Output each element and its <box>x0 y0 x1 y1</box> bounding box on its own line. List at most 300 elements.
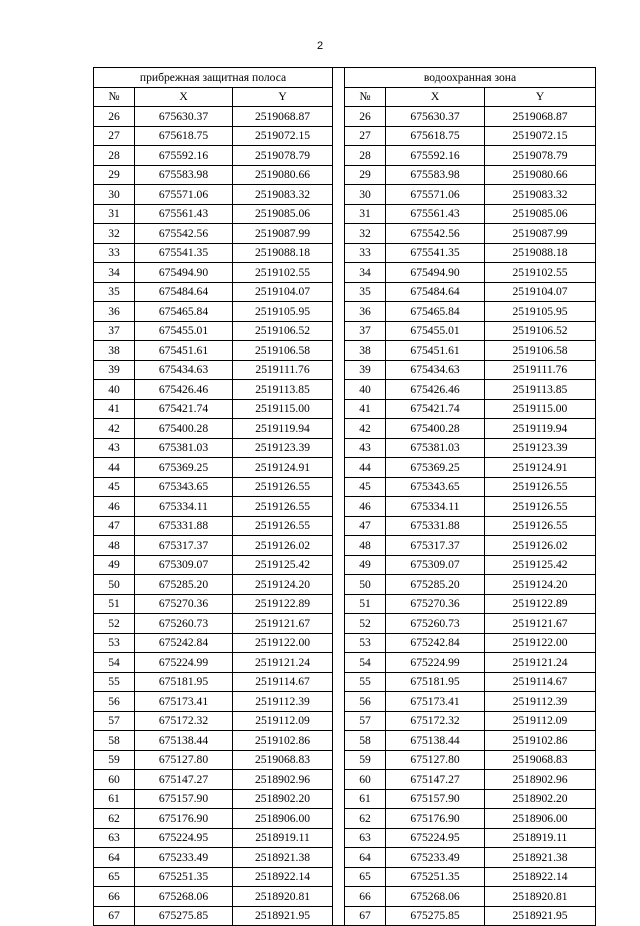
right-cell-y: 2519080.66 <box>485 165 596 185</box>
left-cell-number: 51 <box>94 594 135 614</box>
left-cell-x: 675343.65 <box>135 477 233 497</box>
right-cell-number: 59 <box>345 750 386 770</box>
right-cell-y: 2519078.79 <box>485 146 596 166</box>
right-cell-x: 675484.64 <box>386 282 485 302</box>
right-cell-number: 42 <box>345 419 386 439</box>
left-cell-y: 2519106.58 <box>233 341 333 361</box>
table-row <box>94 555 596 575</box>
right-header-x: X <box>386 87 485 107</box>
left-cell-x: 675426.46 <box>135 380 233 400</box>
table-row <box>94 731 596 751</box>
left-cell-x: 675176.90 <box>135 809 233 829</box>
right-cell-x: 675400.28 <box>386 419 485 439</box>
right-cell-number: 45 <box>345 477 386 497</box>
right-cell-number: 32 <box>345 224 386 244</box>
left-cell-y: 2519123.39 <box>233 438 333 458</box>
left-cell-x: 675381.03 <box>135 438 233 458</box>
right-table-title: водоохранная зона <box>345 68 596 88</box>
right-cell-number: 39 <box>345 360 386 380</box>
right-cell-y: 2519087.99 <box>485 224 596 244</box>
left-cell-x: 675331.88 <box>135 516 233 536</box>
left-cell-number: 42 <box>94 419 135 439</box>
table-row <box>94 458 596 478</box>
column-gap <box>333 731 345 751</box>
column-gap <box>333 497 345 517</box>
left-cell-y: 2518920.81 <box>233 887 333 907</box>
right-cell-y: 2519126.55 <box>485 497 596 517</box>
right-cell-y: 2519068.87 <box>485 107 596 127</box>
left-cell-y: 2519126.55 <box>233 497 333 517</box>
table-row <box>94 848 596 868</box>
left-cell-x: 675260.73 <box>135 614 233 634</box>
left-cell-y: 2519083.32 <box>233 185 333 205</box>
right-cell-number: 57 <box>345 711 386 731</box>
column-gap <box>333 828 345 848</box>
table-row <box>94 575 596 595</box>
column-gap <box>333 321 345 341</box>
right-cell-number: 37 <box>345 321 386 341</box>
column-gap <box>333 458 345 478</box>
left-cell-number: 62 <box>94 809 135 829</box>
left-cell-y: 2519125.42 <box>233 555 333 575</box>
right-cell-number: 64 <box>345 848 386 868</box>
right-cell-x: 675451.61 <box>386 341 485 361</box>
left-cell-y: 2519104.07 <box>233 282 333 302</box>
left-cell-y: 2519119.94 <box>233 419 333 439</box>
right-cell-number: 58 <box>345 731 386 751</box>
column-gap <box>333 672 345 692</box>
right-cell-x: 675173.41 <box>386 692 485 712</box>
right-cell-y: 2519083.32 <box>485 185 596 205</box>
left-cell-y: 2519088.18 <box>233 243 333 263</box>
right-cell-number: 51 <box>345 594 386 614</box>
table-row <box>94 828 596 848</box>
left-cell-y: 2519126.55 <box>233 477 333 497</box>
table-row <box>94 165 596 185</box>
left-cell-x: 675451.61 <box>135 341 233 361</box>
left-cell-x: 675251.35 <box>135 867 233 887</box>
right-cell-number: 30 <box>345 185 386 205</box>
table-row <box>94 380 596 400</box>
column-gap <box>333 224 345 244</box>
left-cell-y: 2519124.20 <box>233 575 333 595</box>
right-cell-y: 2519111.76 <box>485 360 596 380</box>
left-cell-number: 27 <box>94 126 135 146</box>
left-cell-number: 52 <box>94 614 135 634</box>
right-cell-x: 675542.56 <box>386 224 485 244</box>
right-cell-x: 675224.95 <box>386 828 485 848</box>
right-cell-x: 675285.20 <box>386 575 485 595</box>
left-cell-y: 2519122.89 <box>233 594 333 614</box>
right-cell-y: 2518902.20 <box>485 789 596 809</box>
right-cell-x: 675334.11 <box>386 497 485 517</box>
left-cell-number: 38 <box>94 341 135 361</box>
table-row <box>94 204 596 224</box>
left-cell-number: 26 <box>94 107 135 127</box>
table-row <box>94 653 596 673</box>
left-cell-y: 2519105.95 <box>233 302 333 322</box>
right-cell-number: 43 <box>345 438 386 458</box>
right-cell-y: 2518921.95 <box>485 906 596 926</box>
column-gap <box>333 750 345 770</box>
right-cell-x: 675242.84 <box>386 633 485 653</box>
right-cell-number: 27 <box>345 126 386 146</box>
page-number: 2 <box>316 40 324 52</box>
right-cell-number: 38 <box>345 341 386 361</box>
column-gap <box>333 633 345 653</box>
right-cell-number: 26 <box>345 107 386 127</box>
right-cell-number: 47 <box>345 516 386 536</box>
left-cell-number: 54 <box>94 653 135 673</box>
left-cell-y: 2519113.85 <box>233 380 333 400</box>
table-row <box>94 302 596 322</box>
left-cell-x: 675309.07 <box>135 555 233 575</box>
left-cell-number: 34 <box>94 263 135 283</box>
left-cell-number: 43 <box>94 438 135 458</box>
right-cell-x: 675157.90 <box>386 789 485 809</box>
right-cell-number: 31 <box>345 204 386 224</box>
left-cell-x: 675592.16 <box>135 146 233 166</box>
left-cell-number: 28 <box>94 146 135 166</box>
right-cell-x: 675233.49 <box>386 848 485 868</box>
left-cell-x: 675583.98 <box>135 165 233 185</box>
left-cell-x: 675465.84 <box>135 302 233 322</box>
column-gap <box>333 68 345 88</box>
right-cell-x: 675465.84 <box>386 302 485 322</box>
column-gap <box>333 243 345 263</box>
right-cell-x: 675147.27 <box>386 770 485 790</box>
right-cell-y: 2519122.00 <box>485 633 596 653</box>
right-cell-y: 2519102.86 <box>485 731 596 751</box>
right-cell-x: 675343.65 <box>386 477 485 497</box>
left-cell-x: 675369.25 <box>135 458 233 478</box>
column-gap <box>333 555 345 575</box>
left-cell-x: 675181.95 <box>135 672 233 692</box>
table-row <box>94 126 596 146</box>
column-gap <box>333 282 345 302</box>
column-gap <box>333 341 345 361</box>
right-cell-y: 2518919.11 <box>485 828 596 848</box>
right-cell-x: 675138.44 <box>386 731 485 751</box>
left-cell-x: 675434.63 <box>135 360 233 380</box>
right-cell-number: 36 <box>345 302 386 322</box>
right-cell-y: 2519126.02 <box>485 536 596 556</box>
left-cell-x: 675157.90 <box>135 789 233 809</box>
left-cell-number: 56 <box>94 692 135 712</box>
right-cell-y: 2518921.38 <box>485 848 596 868</box>
column-gap <box>333 87 345 107</box>
column-gap <box>333 614 345 634</box>
left-cell-x: 675334.11 <box>135 497 233 517</box>
column-gap <box>333 692 345 712</box>
column-gap <box>333 204 345 224</box>
left-cell-y: 2519068.87 <box>233 107 333 127</box>
right-cell-x: 675224.99 <box>386 653 485 673</box>
left-cell-number: 36 <box>94 302 135 322</box>
left-cell-y: 2519102.55 <box>233 263 333 283</box>
right-cell-x: 675317.37 <box>386 536 485 556</box>
left-cell-y: 2519078.79 <box>233 146 333 166</box>
table-row <box>94 185 596 205</box>
left-cell-y: 2518919.11 <box>233 828 333 848</box>
right-cell-x: 675369.25 <box>386 458 485 478</box>
left-cell-y: 2518902.96 <box>233 770 333 790</box>
left-cell-y: 2519112.39 <box>233 692 333 712</box>
right-cell-y: 2519068.83 <box>485 750 596 770</box>
left-cell-number: 55 <box>94 672 135 692</box>
column-gap <box>333 438 345 458</box>
left-cell-y: 2519085.06 <box>233 204 333 224</box>
column-gap <box>333 302 345 322</box>
left-cell-x: 675571.06 <box>135 185 233 205</box>
column-gap <box>333 165 345 185</box>
left-cell-x: 675630.37 <box>135 107 233 127</box>
left-cell-y: 2519087.99 <box>233 224 333 244</box>
left-cell-number: 46 <box>94 497 135 517</box>
table-row <box>94 516 596 536</box>
left-cell-number: 64 <box>94 848 135 868</box>
left-cell-y: 2519068.83 <box>233 750 333 770</box>
left-cell-y: 2519115.00 <box>233 399 333 419</box>
right-cell-y: 2519119.94 <box>485 419 596 439</box>
left-cell-y: 2519126.02 <box>233 536 333 556</box>
left-cell-x: 675317.37 <box>135 536 233 556</box>
left-cell-number: 40 <box>94 380 135 400</box>
right-cell-number: 50 <box>345 575 386 595</box>
column-gap <box>333 848 345 868</box>
left-cell-number: 57 <box>94 711 135 731</box>
right-cell-x: 675434.63 <box>386 360 485 380</box>
column-gap <box>333 867 345 887</box>
right-cell-x: 675455.01 <box>386 321 485 341</box>
left-cell-y: 2518906.00 <box>233 809 333 829</box>
right-cell-number: 46 <box>345 497 386 517</box>
column-gap <box>333 536 345 556</box>
left-header-number: № <box>94 87 135 107</box>
left-cell-number: 63 <box>94 828 135 848</box>
left-cell-number: 49 <box>94 555 135 575</box>
column-gap <box>333 594 345 614</box>
table-row <box>94 321 596 341</box>
table-row <box>94 692 596 712</box>
right-cell-number: 34 <box>345 263 386 283</box>
left-cell-number: 29 <box>94 165 135 185</box>
right-cell-y: 2518920.81 <box>485 887 596 907</box>
right-cell-y: 2519085.06 <box>485 204 596 224</box>
right-cell-y: 2519106.58 <box>485 341 596 361</box>
left-cell-number: 45 <box>94 477 135 497</box>
left-cell-number: 33 <box>94 243 135 263</box>
right-cell-y: 2519112.39 <box>485 692 596 712</box>
right-cell-x: 675268.06 <box>386 887 485 907</box>
column-gap <box>333 263 345 283</box>
right-cell-x: 675181.95 <box>386 672 485 692</box>
table-row <box>94 750 596 770</box>
right-cell-x: 675630.37 <box>386 107 485 127</box>
column-gap <box>333 770 345 790</box>
right-cell-number: 60 <box>345 770 386 790</box>
left-header-y: Y <box>233 87 333 107</box>
right-cell-number: 56 <box>345 692 386 712</box>
right-cell-y: 2519124.20 <box>485 575 596 595</box>
table-row <box>94 419 596 439</box>
right-cell-y: 2519088.18 <box>485 243 596 263</box>
right-cell-x: 675309.07 <box>386 555 485 575</box>
table-row <box>94 672 596 692</box>
column-gap <box>333 419 345 439</box>
column-gap <box>333 107 345 127</box>
right-cell-y: 2518922.14 <box>485 867 596 887</box>
right-cell-number: 62 <box>345 809 386 829</box>
left-cell-y: 2519106.52 <box>233 321 333 341</box>
right-cell-number: 41 <box>345 399 386 419</box>
right-cell-x: 675426.46 <box>386 380 485 400</box>
left-cell-x: 675147.27 <box>135 770 233 790</box>
left-header-x: X <box>135 87 233 107</box>
left-cell-y: 2519080.66 <box>233 165 333 185</box>
table-row <box>94 633 596 653</box>
right-cell-y: 2519102.55 <box>485 263 596 283</box>
right-cell-number: 29 <box>345 165 386 185</box>
right-cell-y: 2519114.67 <box>485 672 596 692</box>
right-cell-number: 66 <box>345 887 386 907</box>
left-cell-y: 2519121.67 <box>233 614 333 634</box>
left-cell-number: 58 <box>94 731 135 751</box>
left-cell-x: 675484.64 <box>135 282 233 302</box>
left-cell-x: 675275.85 <box>135 906 233 926</box>
table-row <box>94 711 596 731</box>
left-cell-x: 675494.90 <box>135 263 233 283</box>
left-cell-number: 39 <box>94 360 135 380</box>
table-row <box>94 906 596 926</box>
table-row <box>94 341 596 361</box>
right-cell-number: 52 <box>345 614 386 634</box>
left-cell-x: 675542.56 <box>135 224 233 244</box>
left-cell-number: 60 <box>94 770 135 790</box>
left-cell-y: 2519102.86 <box>233 731 333 751</box>
right-cell-y: 2519121.24 <box>485 653 596 673</box>
left-cell-x: 675541.35 <box>135 243 233 263</box>
right-cell-y: 2519123.39 <box>485 438 596 458</box>
table-row <box>94 536 596 556</box>
right-cell-x: 675270.36 <box>386 594 485 614</box>
left-cell-y: 2519112.09 <box>233 711 333 731</box>
left-cell-x: 675233.49 <box>135 848 233 868</box>
right-cell-y: 2519122.89 <box>485 594 596 614</box>
table-row <box>94 789 596 809</box>
table-row <box>94 282 596 302</box>
right-cell-x: 675561.43 <box>386 204 485 224</box>
table-row <box>94 360 596 380</box>
left-cell-number: 50 <box>94 575 135 595</box>
right-cell-x: 675127.80 <box>386 750 485 770</box>
left-cell-x: 675455.01 <box>135 321 233 341</box>
header-row <box>94 87 596 107</box>
right-cell-x: 675618.75 <box>386 126 485 146</box>
left-cell-number: 41 <box>94 399 135 419</box>
left-cell-x: 675127.80 <box>135 750 233 770</box>
table-row <box>94 243 596 263</box>
right-cell-y: 2519115.00 <box>485 399 596 419</box>
right-cell-number: 61 <box>345 789 386 809</box>
table-row <box>94 146 596 166</box>
left-cell-y: 2519114.67 <box>233 672 333 692</box>
right-cell-number: 55 <box>345 672 386 692</box>
column-gap <box>333 146 345 166</box>
left-cell-x: 675618.75 <box>135 126 233 146</box>
right-cell-number: 65 <box>345 867 386 887</box>
right-cell-number: 33 <box>345 243 386 263</box>
right-cell-y: 2518906.00 <box>485 809 596 829</box>
column-gap <box>333 185 345 205</box>
coordinates-table <box>93 67 596 926</box>
left-cell-number: 66 <box>94 887 135 907</box>
right-cell-y: 2519124.91 <box>485 458 596 478</box>
right-cell-y: 2518902.96 <box>485 770 596 790</box>
left-cell-number: 44 <box>94 458 135 478</box>
left-cell-number: 35 <box>94 282 135 302</box>
right-cell-y: 2519112.09 <box>485 711 596 731</box>
right-cell-number: 49 <box>345 555 386 575</box>
column-gap <box>333 477 345 497</box>
left-cell-y: 2519126.55 <box>233 516 333 536</box>
right-cell-x: 675172.32 <box>386 711 485 731</box>
table-row <box>94 477 596 497</box>
left-cell-y: 2518921.38 <box>233 848 333 868</box>
right-cell-number: 63 <box>345 828 386 848</box>
left-cell-x: 675173.41 <box>135 692 233 712</box>
table-row <box>94 867 596 887</box>
table-row <box>94 887 596 907</box>
left-cell-x: 675268.06 <box>135 887 233 907</box>
right-cell-number: 54 <box>345 653 386 673</box>
right-cell-x: 675275.85 <box>386 906 485 926</box>
right-cell-x: 675381.03 <box>386 438 485 458</box>
table-row <box>94 614 596 634</box>
left-cell-number: 67 <box>94 906 135 926</box>
right-cell-y: 2519126.55 <box>485 477 596 497</box>
left-cell-x: 675172.32 <box>135 711 233 731</box>
table-row <box>94 224 596 244</box>
right-cell-x: 675421.74 <box>386 399 485 419</box>
right-header-y: Y <box>485 87 596 107</box>
right-cell-y: 2519125.42 <box>485 555 596 575</box>
right-cell-y: 2519104.07 <box>485 282 596 302</box>
left-cell-number: 47 <box>94 516 135 536</box>
right-cell-x: 675583.98 <box>386 165 485 185</box>
column-gap <box>333 360 345 380</box>
column-gap <box>333 711 345 731</box>
left-cell-number: 65 <box>94 867 135 887</box>
right-cell-number: 44 <box>345 458 386 478</box>
right-cell-x: 675592.16 <box>386 146 485 166</box>
right-cell-y: 2519106.52 <box>485 321 596 341</box>
right-cell-number: 28 <box>345 146 386 166</box>
table-row <box>94 497 596 517</box>
left-cell-y: 2519072.15 <box>233 126 333 146</box>
table-row <box>94 107 596 127</box>
column-gap <box>333 399 345 419</box>
column-gap <box>333 789 345 809</box>
right-cell-x: 675541.35 <box>386 243 485 263</box>
left-cell-y: 2519122.00 <box>233 633 333 653</box>
left-cell-x: 675224.99 <box>135 653 233 673</box>
left-cell-y: 2519121.24 <box>233 653 333 673</box>
right-header-number: № <box>345 87 386 107</box>
table-row <box>94 809 596 829</box>
table-row <box>94 438 596 458</box>
column-gap <box>333 887 345 907</box>
